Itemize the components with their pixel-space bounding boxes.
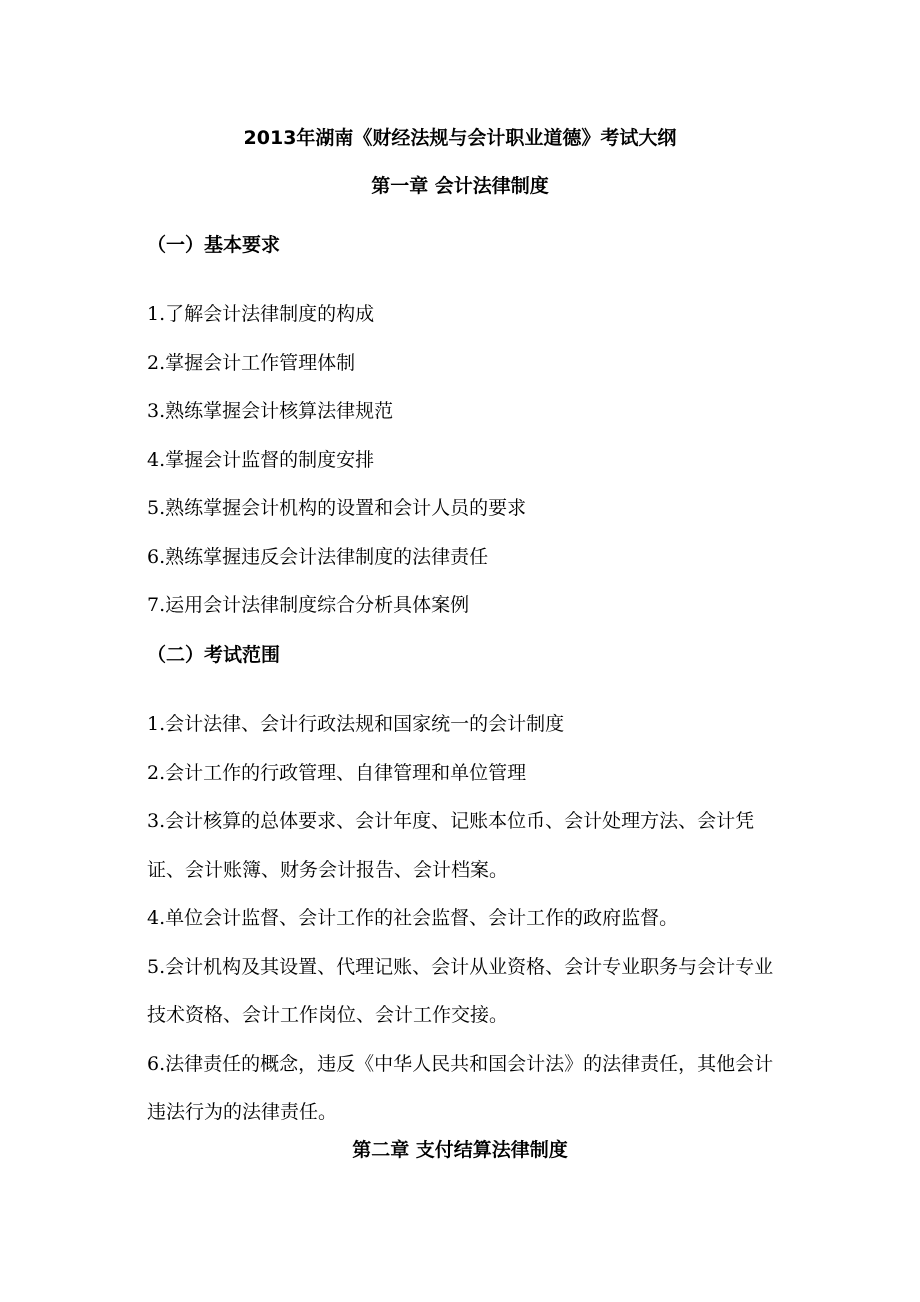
basic-requirements-list bbox=[147, 290, 787, 630]
list-item: 4.掌握会计监督的制度安排 bbox=[147, 448, 375, 471]
chapter-1-title: 第一章 会计法律制度 bbox=[371, 175, 549, 197]
list-item: 5.会计机构及其设置、代理记账、会计从业资格、会计专业职务与会计专业技术资格、会计工作岗位、会计工作交接。 bbox=[147, 955, 774, 1026]
list-item: 2.掌握会计工作管理体制 bbox=[147, 351, 356, 374]
list-item: 3.熟练掌握会计核算法律规范 bbox=[147, 400, 394, 422]
list-item: 5.熟练掌握会计机构的设置和会计人员的要求 bbox=[147, 497, 527, 519]
section-basic-requirements-heading: （一）基本要求 bbox=[147, 234, 281, 256]
list-item: 1.会计法律、会计行政法规和国家统一的会计制度 bbox=[147, 713, 565, 735]
list-item: 6.熟练掌握违反会计法律制度的法律责任 bbox=[147, 545, 489, 568]
list-item: 6.法律责任的概念，违反《中华人民共和国会计法》的法律责任，其他会计违法行为的法律责任。 bbox=[147, 1052, 774, 1123]
exam-scope-list bbox=[147, 700, 787, 1137]
list-item: 2.会计工作的行政管理、自律管理和单位管理 bbox=[147, 761, 527, 784]
list-item: 1.了解会计法律制度的构成 bbox=[147, 303, 375, 325]
list-item: 7.运用会计法律制度综合分析具体案例 bbox=[147, 594, 470, 616]
list-item: 3.会计核算的总体要求、会计年度、记账本位币、会计处理方法、会计凭证、会计账簿、财务会计报告、会计档案。 bbox=[147, 810, 755, 881]
section-exam-scope-heading: （二）考试范围 bbox=[147, 644, 281, 666]
document-title: 2013年湖南《财经法规与会计职业道德》考试大纲 bbox=[243, 127, 677, 149]
list-item: 4.单位会计监督、会计工作的社会监督、会计工作的政府监督。 bbox=[147, 907, 679, 929]
chapter-2-title: 第二章 支付结算法律制度 bbox=[352, 1139, 568, 1161]
